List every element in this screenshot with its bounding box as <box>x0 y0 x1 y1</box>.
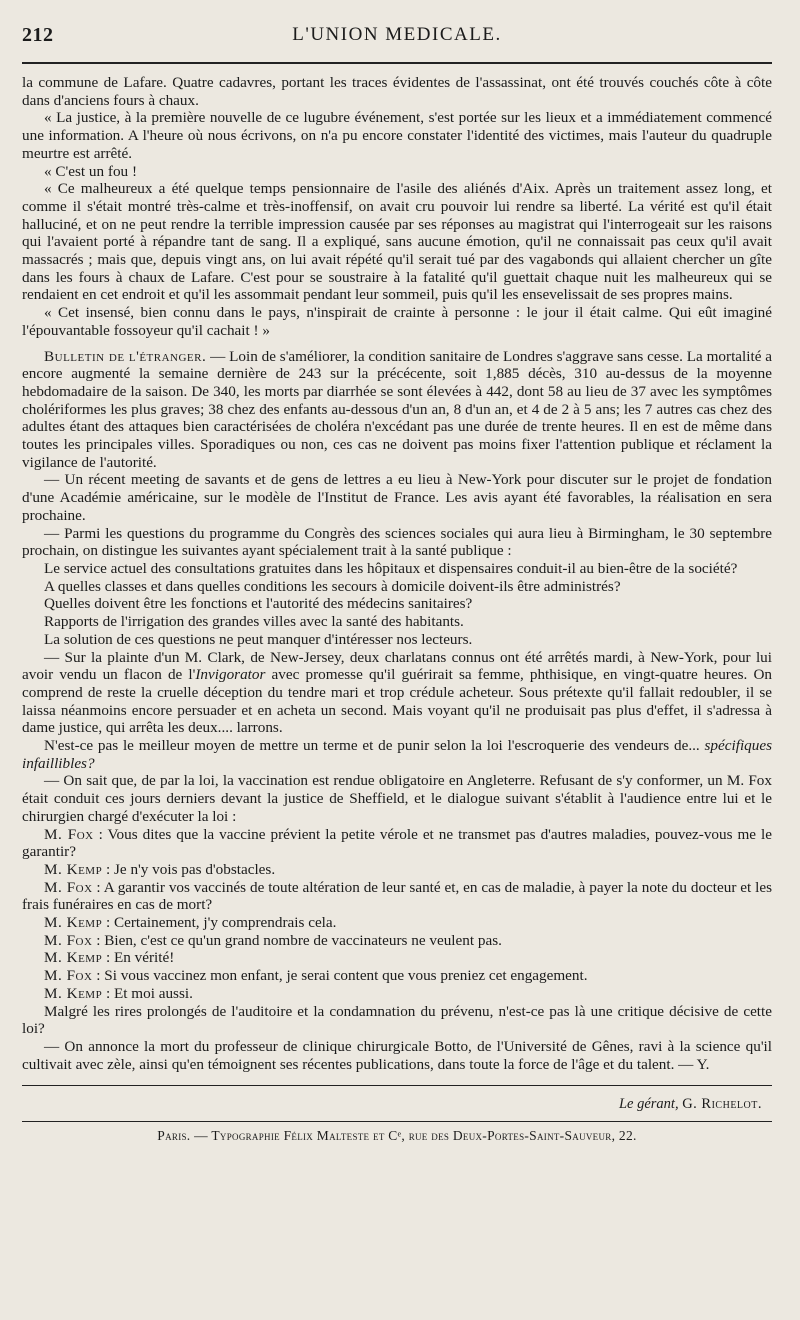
paragraph: la commune de Lafare. Quatre cadavres, portant les traces évidentes de l'assassinat, ont été trouvés couchés côte à côte dans d'anciens fours à chaux. <box>22 74 772 109</box>
dialogue-line <box>22 879 772 914</box>
dialogue-line <box>22 967 772 985</box>
dialogue-speaker: M. Fox <box>44 825 94 843</box>
vaccination-intro: — On sait que, de par la loi, la vaccination est rendue obligatoire en Angleterre. Refusant de s'y conformer, un M. Fox était conduit ces jours derniers devant la justice de Sheffield, et le dialogue suivant s'établit à l'audience entre lui et le chirurgien chargé d'exécuter la loi : <box>22 772 772 825</box>
dialogue-line <box>22 826 772 861</box>
dialogue-text: : Vous dites que la vaccine prévient la petite vérole et ne transmet pas d'autres maladies, pouvez-vous me le garantir? <box>22 825 772 861</box>
dialogue-line <box>22 932 772 950</box>
journal-title: L'UNION MEDICALE. <box>292 24 502 45</box>
dialogue-line <box>22 949 772 967</box>
product-name: Invigorator <box>195 666 266 684</box>
obituary: — On annonce la mort du professeur de clinique chirurgicale Botto, de l'Université de Gênes, ravi à la science qu'il cultivait avec zèle, ainsi qu'en témoignent ses récentes publications, dans toute la force de l'âge et du talent. — Y. <box>22 1037 772 1073</box>
dialogue-speaker: M. Kemp <box>44 860 103 878</box>
dialogue-line <box>22 861 772 879</box>
dialogue-text: : Certainement, j'y comprendrais cela. <box>102 914 337 932</box>
signature <box>22 1096 762 1113</box>
header-rule <box>22 62 772 64</box>
bulletin-heading: Bulletin de l'étranger. <box>44 347 207 365</box>
clark-paragraph <box>22 649 772 738</box>
dialogue-text: : Bien, c'est ce qu'un grand nombre de vaccinateurs ne veulent pas. <box>92 931 502 949</box>
clark-comment <box>22 737 772 772</box>
printer-rule <box>22 1121 772 1122</box>
paragraph: « Ce malheureux a été quelque temps pensionnaire de l'asile des aliénés d'Aix. Après un traitement assez long, et comme il s'était montré très-calme et très-inoffensif, on avait cru pouvoir lui rendre sa liberté. La vérité est qu'il était halluciné, et on ne peut rendre la terrible impression causée par ses réponses au magistrat qui l'interrogeait sur les raisons qui l'avaient porté à répandre tant de sang. Il a expliqué, sans aucune émotion, qu'il ne connaissait pas ceux qu'il avait massacrés ; mais que, depuis vingt ans, on lui avait répété qu'il serait tué par des vagabonds qui allaient chercher un gîte dans les fours à chaux de Lafare. C'est pour se soustraire à la fatalité qu'il guettait chaque nuit les malheureux qui se rendaient en cet endroit et qu'il les assommait pendant leur sommeil, puis qu'il les ensevelissait de ses propres mains. <box>22 180 772 304</box>
dialogue-speaker: M. Kemp <box>44 984 103 1002</box>
dialogue-speaker: M. Fox <box>44 931 93 949</box>
question-item: Quelles doivent être les fonctions et l'autorité des médecins sanitaires? <box>44 595 473 613</box>
question-item: Le service actuel des consultations gratuites dans les hôpitaux et dispensaires conduit-il au bien-être de la société? <box>44 559 738 577</box>
manager-name: G. Richelot. <box>682 1096 762 1113</box>
clark-comment-italic: spécifiques infaillibles? <box>22 737 772 772</box>
printer-imprint: Paris. — Typographie Félix Malteste et Cᵉ, rue des Deux-Portes-Saint-Sauveur, 22. <box>157 1128 637 1144</box>
article-body <box>22 74 772 1073</box>
bulletin-text: — Loin de s'améliorer, la condition sanitaire de Londres s'aggrave sans cesse. La mortalité a encore augmenté la semaine dernière de 243 sur la précécente, soit 1,885 décès, 310 au-dessus de la moyenne hebdomadaire de la saison. De 340, les morts par diarrhée se sont élevées à 442, dont 58 au lieu de 37 avec les symptômes cholériformes les plus graves; 38 chez des enfants au-dessous d'un an, 8 d'un an, et 4 de 2 à 5 ans; les 7 autres cas chez des adultes étant des attaques bien caractérisées de choléra n'excédant pas une durée de trente heures. Il en est de même dans toutes les principales villes. Sporadiques ou non, ces cas ne doivent pas moins fixer l'attention publique et réclament la vigilance de l'autorité. <box>22 347 773 471</box>
dialogue-text: : En vérité! <box>102 949 175 967</box>
dialogue-text: : Si vous vaccinez mon enfant, je serai content que vous preniez cet engagement. <box>92 967 588 985</box>
news-item: La solution de ces questions ne peut manquer d'intéresser nos lecteurs. <box>44 630 473 648</box>
clark-text-part1: — Sur la plainte d'un M. Clark, de New-Jersey, deux charlatans connus ont été arrêtés mardi, à New-York, pour lui avoir vendu un flacon de l' <box>22 648 772 684</box>
page-number: 212 <box>22 24 54 46</box>
running-head <box>22 20 772 50</box>
news-item: — Un récent meeting de savants et de gens de lettres a eu lieu à New-York pour discuter sur le projet de fondation d'une Académie américaine, sur le modèle de l'Institut de France. Les avis ayant été favorables, la réalisation en sera prochaine. <box>22 471 772 524</box>
dialogue-line <box>22 914 772 932</box>
dialogue <box>22 826 772 1003</box>
paragraph: « C'est un fou ! <box>44 162 138 180</box>
dialogue-speaker: M. Fox <box>44 967 93 985</box>
footer-rule <box>22 1085 772 1086</box>
dialogue-text: : Je n'y vois pas d'obstacles. <box>102 860 276 878</box>
manager-role: Le gérant, <box>618 1096 679 1113</box>
clark-comment-text: N'est-ce pas le meilleur moyen de mettre un terme et de punir selon la loi l'escroquerie des vendeurs de... <box>44 737 705 755</box>
bulletin-paragraph <box>22 348 772 472</box>
dialogue-text: : A garantir vos vaccinés de toute altération de leur santé et, en cas de maladie, à payer la note du docteur et les frais funéraires en cas de mort? <box>22 878 772 914</box>
dialogue-speaker: M. Kemp <box>44 914 103 932</box>
question-item: Rapports de l'irrigation des grandes villes avec la santé des habitants. <box>44 613 464 631</box>
paragraph: « Cet insensé, bien connu dans le pays, n'inspirait de crainte à personne : le jour il était calme. Qui eût imaginé l'épouvantable fossoyeur qu'il cachait ! » <box>22 304 772 339</box>
dialogue-line <box>22 985 772 1003</box>
news-item: — Parmi les questions du programme du Congrès des sciences sociales qui aura lieu à Birmingham, le 30 septembre prochain, on distingue les suivantes ayant spécialement trait à la santé publique : <box>22 524 772 560</box>
paragraph: « La justice, à la première nouvelle de ce lugubre événement, s'est portée sur les lieux et a immédiatement commencé une information. A l'heure où nous écrivons, on n'a pu encore constater l'identité des victimes, mais l'auteur du quadruple meurtre est arrêté. <box>22 109 772 162</box>
clark-text-part2: avec promesse qu'il guérirait sa femme, phthisique, en vingt-quatre heures. On comprend de reste la cruelle déception du tendre mari et trop crédule acheteur. Sous prétexte qu'il fallait redoubler, il se laissa néanmoins encore persuader et en acheta un second. Mais voyant qu'il ne produisait pas plus d'effet, il s'adressa à dame justice, qui arrêta les deux.... larrons. <box>22 666 772 737</box>
dialogue-speaker: M. Fox <box>44 878 93 896</box>
dialogue-text: : Et moi aussi. <box>102 984 193 1002</box>
vaccination-conclusion: Malgré les rires prolongés de l'auditoire et la condamnation du prévenu, n'est-ce pas là une critique décisive de cette loi? <box>22 1002 772 1038</box>
dialogue-speaker: M. Kemp <box>44 949 103 967</box>
question-item: A quelles classes et dans quelles conditions les secours à domicile doivent-ils être administrés? <box>44 577 621 595</box>
